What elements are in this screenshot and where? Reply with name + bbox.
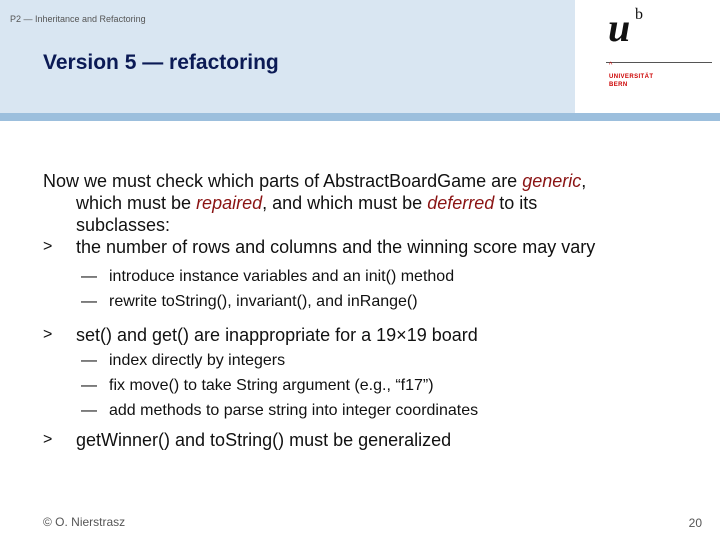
logo-text (609, 73, 653, 89)
logo-caret: ^ (609, 62, 613, 69)
intro-paragraph (43, 170, 683, 236)
logo-line1: UNIVERSITÄT (609, 74, 654, 80)
sub-bullet-item (43, 348, 683, 373)
university-logo (577, 0, 720, 113)
intro-text-1: Now we must check which parts of AbstractBoardGame are (43, 171, 523, 191)
intro-text-4: , and which must be (262, 193, 428, 213)
sub-bullet-text: index directly by integers (109, 352, 286, 369)
bullet-text: set() and get() are inappropriate for a 19×19 board (76, 325, 478, 345)
slide-body (43, 170, 683, 451)
sub-bullet-item (43, 373, 683, 398)
intro-text-2: , (581, 171, 587, 191)
logo-b: b (635, 6, 643, 23)
sub-bullet-text: fix move() to take String argument (e.g., “f17”) (109, 377, 434, 394)
bullet-arrow-icon: > (43, 238, 53, 255)
dash-icon: — (81, 352, 97, 369)
sub-bullet-text: introduce instance variables and an init() method (109, 268, 455, 285)
slide-title: Version 5 — refactoring (43, 51, 279, 74)
dash-icon: — (81, 293, 97, 310)
sub-bullet-item (43, 264, 683, 289)
course-label: P2 — Inheritance and Refactoring (10, 14, 146, 24)
intro-text-5: to its (494, 193, 538, 213)
intro-continuation-2: subclasses: (76, 215, 171, 235)
intro-continuation (43, 192, 683, 214)
bullet-arrow-icon: > (43, 431, 53, 448)
header-band (0, 113, 720, 121)
sub-bullet-item (43, 398, 683, 423)
footer-author: © O. Nierstrasz (43, 515, 126, 529)
bullet-item (43, 429, 683, 451)
bullet-arrow-icon: > (43, 326, 53, 343)
logo-line2: BERN (609, 82, 628, 88)
bullet-text: the number of rows and columns and the winning score may vary (76, 237, 596, 257)
slide-header (0, 0, 575, 113)
bullet-text: getWinner() and toString() must be generalized (76, 430, 452, 450)
logo-u: u (608, 5, 631, 50)
repaired-emphasis: repaired (196, 193, 263, 213)
dash-icon: — (81, 402, 97, 419)
intro-text-3: which must be (76, 193, 197, 213)
sub-bullet-text: add methods to parse string into integer coordinates (109, 402, 479, 419)
bullet-item (43, 236, 683, 258)
dash-icon: — (81, 377, 97, 394)
bullet-item (43, 324, 683, 346)
deferred-emphasis: deferred (427, 193, 495, 213)
sub-bullet-text: rewrite toString(), invariant(), and inRange() (109, 293, 418, 310)
generic-emphasis: generic (522, 171, 582, 191)
logo-divider (606, 62, 712, 63)
dash-icon: — (81, 268, 97, 285)
sub-bullet-item (43, 289, 683, 314)
page-number: 20 (688, 516, 702, 530)
